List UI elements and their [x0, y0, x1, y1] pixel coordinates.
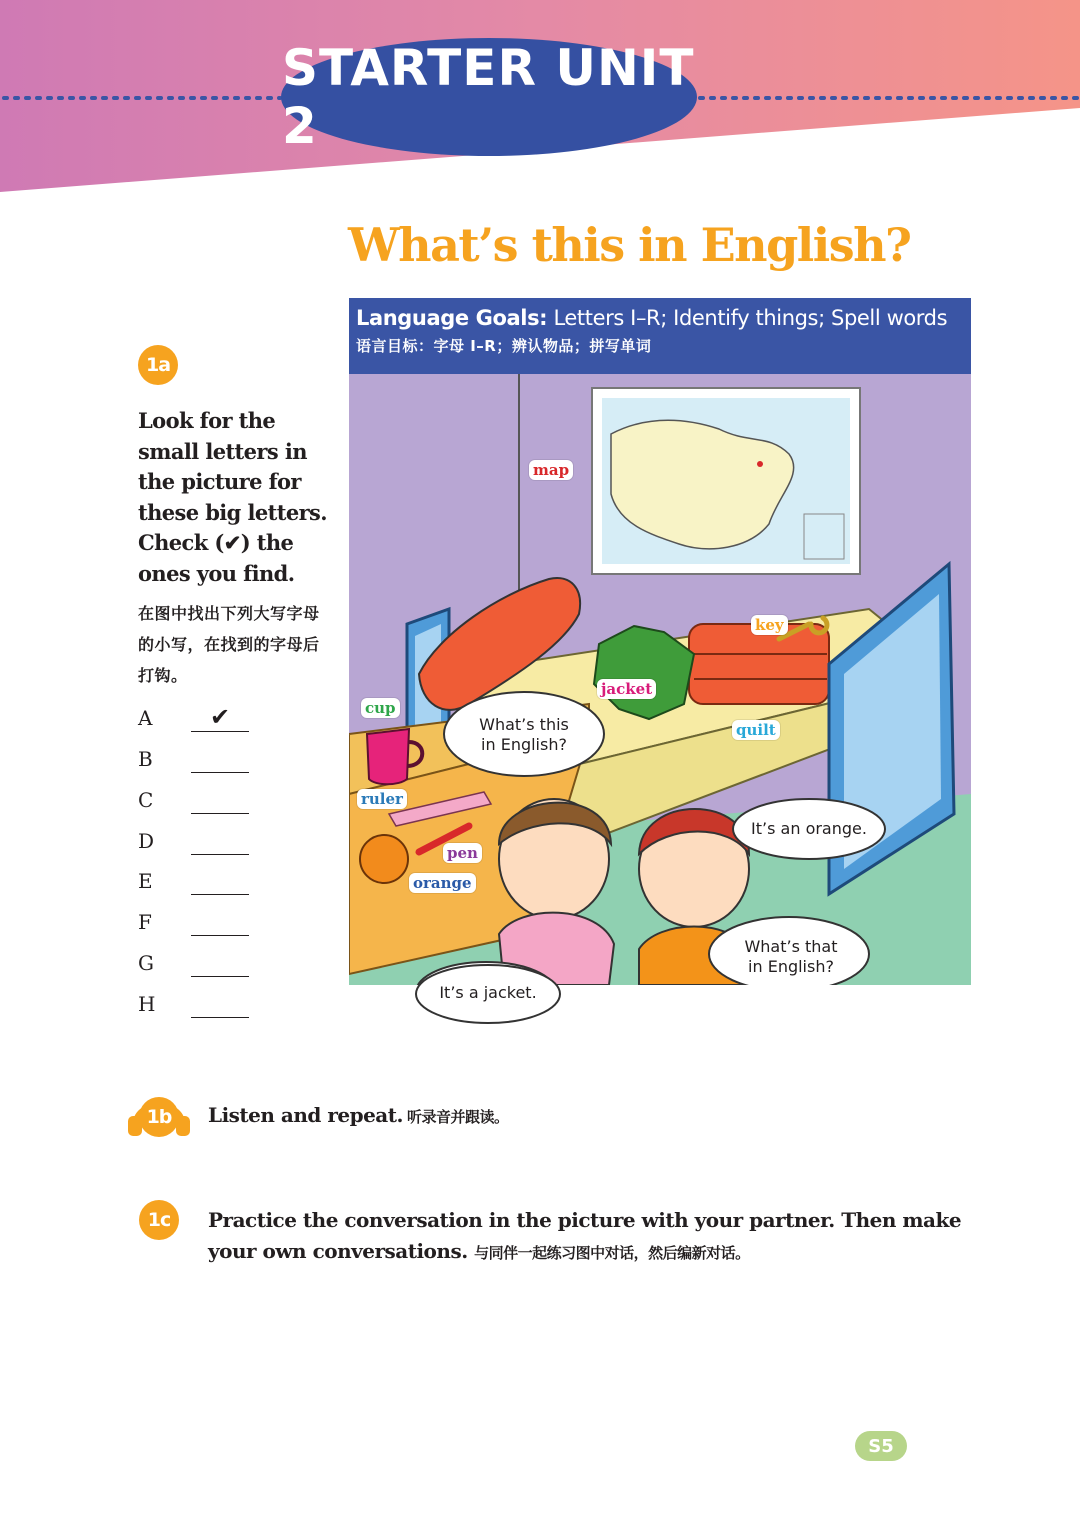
answer-blank[interactable]	[191, 976, 249, 977]
section-1b-zh: 听录音并跟读。	[406, 1108, 509, 1126]
scene-graphic	[349, 374, 971, 985]
label-map: map	[529, 460, 573, 480]
letter: E	[138, 869, 153, 893]
instruction-text: Look for the small letters in the picture for these big letters. Check (✔) the ones you find.	[138, 408, 327, 586]
bubble-text-1	[444, 715, 604, 755]
page-title: What’s this in English?	[348, 218, 911, 272]
letter: B	[138, 747, 153, 771]
label-key: key	[751, 615, 788, 635]
label-ruler: ruler	[357, 789, 407, 809]
bedroom-illustration	[349, 374, 971, 985]
label-cup: cup	[361, 698, 400, 718]
language-goals-en	[356, 306, 971, 330]
unit-title: STARTER UNIT 2	[282, 39, 695, 155]
label-jacket: jacket	[597, 679, 656, 699]
letter-row	[138, 992, 258, 1022]
label-pen: pen	[443, 843, 482, 863]
section-badge-1a: 1a	[138, 345, 178, 385]
section-1b-text	[208, 1103, 508, 1127]
answer-blank[interactable]	[191, 731, 249, 732]
letter: A	[138, 706, 153, 730]
letter-row	[138, 703, 258, 736]
answer-blank[interactable]	[191, 894, 249, 895]
goals-text: Letters I–R; Identify things; Spell words	[547, 306, 948, 330]
letter-row	[138, 910, 258, 940]
section-1b-en: Listen and repeat.	[208, 1103, 403, 1127]
letter: D	[138, 829, 155, 853]
section-1c-en: Practice the conversation in the picture with your partner. Then make your own conversations.	[208, 1208, 962, 1263]
answer-blank[interactable]	[191, 813, 249, 814]
label-orange: orange	[409, 873, 476, 893]
bubble-3-line-1: What’s that	[744, 937, 838, 956]
bubble-3-line-2: in English?	[748, 957, 834, 976]
answer-blank[interactable]	[191, 772, 249, 773]
label-quilt: quilt	[732, 720, 780, 740]
letter-row	[138, 788, 258, 818]
page-number: S5	[855, 1431, 907, 1461]
language-goals-zh: 语言目标：字母 I–R；辨认物品；拼写单词	[356, 337, 652, 355]
bubble-text-4: It’s a jacket.	[439, 983, 537, 1002]
answer-blank[interactable]	[191, 854, 249, 855]
letter-row	[138, 951, 258, 981]
goals-label: Language Goals:	[356, 306, 548, 330]
letter: H	[138, 992, 156, 1016]
bubble-1-line-2: in English?	[481, 735, 567, 754]
bubble-text-3	[711, 937, 871, 977]
map-graphic	[592, 388, 860, 574]
section-badge-1c: 1c	[139, 1200, 179, 1240]
language-goals-box	[349, 298, 971, 374]
letter-row	[138, 869, 258, 899]
section-badge-1b: 1b	[139, 1097, 179, 1137]
boy-left-graphic	[499, 799, 614, 985]
section-1c-text	[208, 1205, 968, 1269]
letter: F	[138, 910, 152, 934]
letter: C	[138, 788, 154, 812]
instruction-text-zh: 在图中找出下列大写字母的小写，在找到的字母后打钩。	[138, 604, 320, 685]
section-1c-zh: 与同伴一起练习图中对话，然后编新对话。	[474, 1244, 750, 1262]
letter-row	[138, 829, 258, 859]
answer-blank[interactable]	[191, 1017, 249, 1018]
letter: G	[138, 951, 154, 975]
bubble-1-line-1: What’s this	[479, 715, 569, 734]
answer-blank[interactable]	[191, 935, 249, 936]
letter-row	[138, 747, 258, 777]
bubble-text-2: It’s an orange.	[751, 819, 867, 838]
check-mark: ✔	[210, 703, 231, 731]
